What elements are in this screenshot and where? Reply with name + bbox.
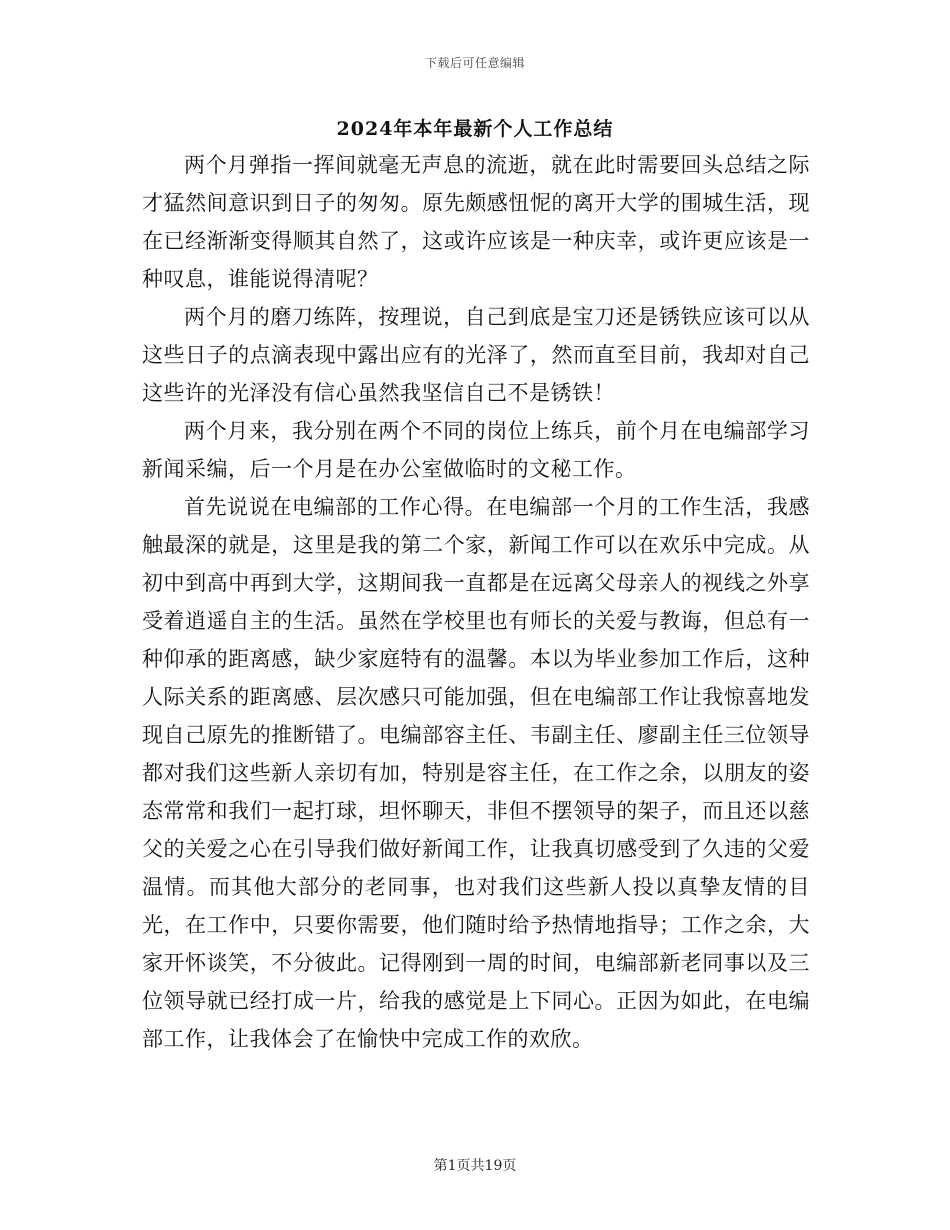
- paragraph-3: 两个月来，我分别在两个不同的岗位上练兵，前个月在电编部学习新闻采编，后一个月是在办公室做临时的文秘工作。: [142, 419, 810, 481]
- document-body: [142, 146, 810, 1058]
- header-note: 下载后可任意编辑: [424, 56, 525, 70]
- paragraph-1: 两个月弹指一挥间就毫无声息的流逝，就在此时需要回头总结之际才猛然间意识到日子的匆匆。原先颇感忸怩的离开大学的围城生活，现在已经渐渐变得顺其自然了，这或许应该是一种庆幸，或许更应该是一种叹息，谁能说得清呢？: [142, 153, 810, 291]
- page-number: 第1页共19页: [433, 1158, 517, 1174]
- document-title: 2024年本年最新个人工作总结: [336, 118, 614, 140]
- paragraph-4: 首先说说在电编部的工作心得。在电编部一个月的工作生活，我感触最深的就是，这里是我的第二个家，新闻工作可以在欢乐中完成。从初中到高中再到大学，这期间我一直都是在远离父母亲人的视线之外享受着逍遥自主的生活。虽然在学校里也有师长的关爱与教诲，但总有一种仰承的距离感，缺少家庭特有的温馨。本以为毕业参加工作后，这种人际关系的距离感、层次感只可能加强，但在电编部工作让我惊喜地发现自己原先的推断错了。电编部容主任、韦副主任、廖副主任三位领导都对我们这些新人亲切有加，特别是容主任，在工作之余，以朋友的姿态常常和我们一起打球，坦怀聊天，非但不摆领导的架子，而且还以慈父的关爱之心在引导我们做好新闻工作，让我真切感受到了久违的父爱温情。而其他大部分的老同事，也对我们这些新人投以真挚友情的目光，在工作中，只要你需要，他们随时给予热情地指导；工作之余，大家开怀谈笑，不分彼此。记得刚到一周的时间，电编部新老同事以及三位领导就已经打成一片，给我的感觉是上下同心。正因为如此，在电编部工作，让我体会了在愉快中完成工作的欢欣。: [142, 495, 810, 1051]
- paragraph-2: 两个月的磨刀练阵，按理说，自己到底是宝刀还是锈铁应该可以从这些日子的点滴表现中露出应有的光泽了，然而直至目前，我却对自己这些许的光泽没有信心虽然我坚信自己不是锈铁！: [142, 305, 810, 405]
